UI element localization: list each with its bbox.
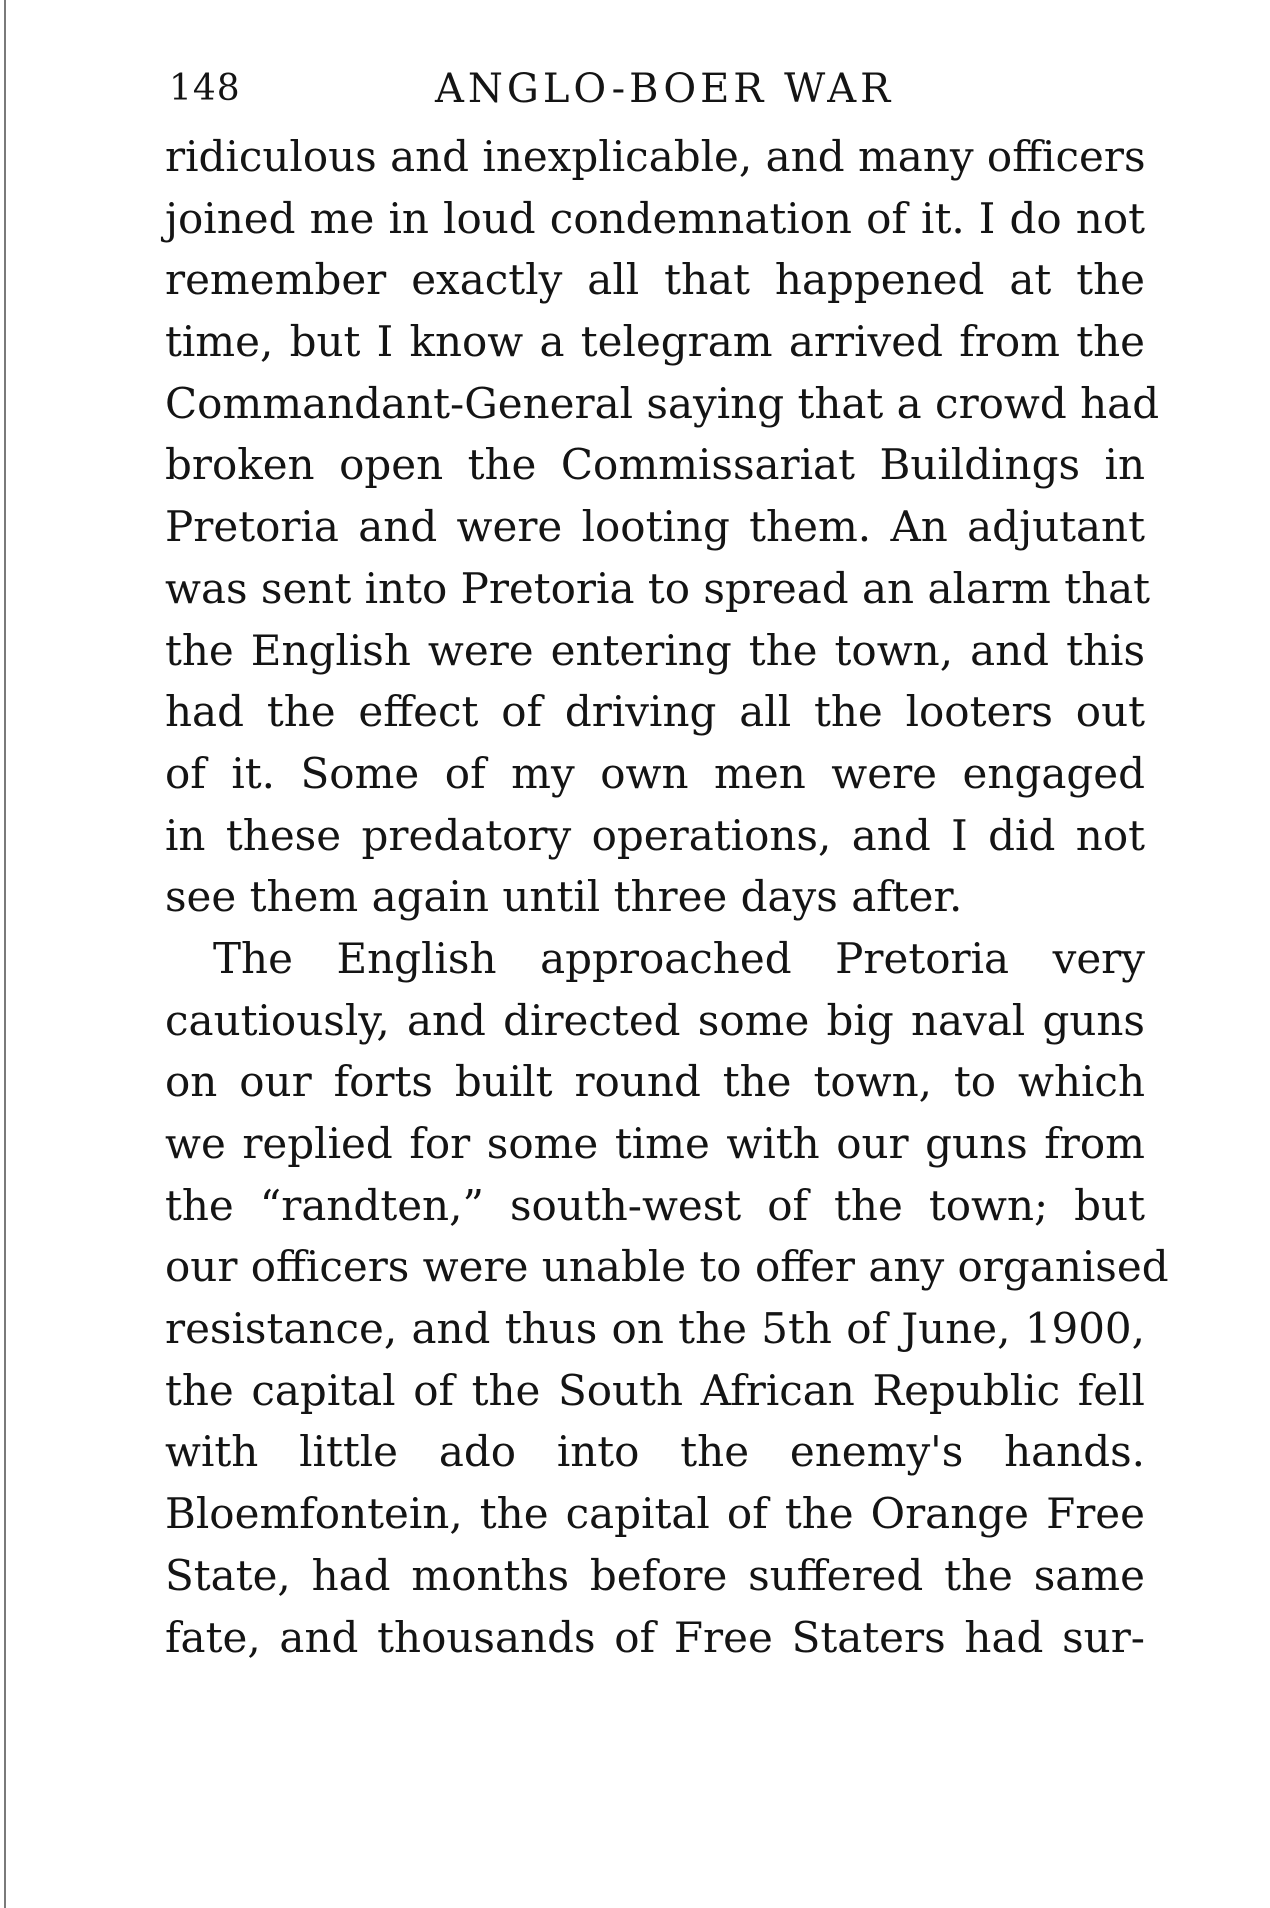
text-line: resistance, and thus on the 5th of June, 1900, xyxy=(165,1304,1145,1354)
text-line: in these predatory operations, and I did not xyxy=(165,810,1145,860)
text-line: remember exactly all that happened at the xyxy=(165,255,1145,305)
text-line: Commandant-General saying that a crowd had xyxy=(165,378,1160,428)
text-line: Bloemfontein, the capital of the Orange Free xyxy=(165,1489,1145,1539)
text-line: the “randten,” south-west of the town; but xyxy=(165,1180,1145,1230)
text-line: broken open the Commissariat Buildings in xyxy=(165,440,1145,490)
running-head xyxy=(165,60,1145,130)
body-text xyxy=(165,126,1169,1668)
book-page xyxy=(165,60,1169,1668)
text-line-paragraph-start: The English approached Pretoria very xyxy=(213,933,1145,983)
running-title: ANGLO-BOER WAR xyxy=(435,66,895,112)
text-line: fate, and thousands of Free Staters had sur- xyxy=(165,1612,1145,1662)
text-line-paragraph-end: see them again until three days after. xyxy=(165,872,963,922)
text-line: our officers were unable to offer any organised xyxy=(165,1242,1169,1292)
text-line: ridiculous and inexplicable, and many officers xyxy=(165,132,1146,181)
text-line: the English were entering the town, and this xyxy=(165,625,1145,675)
text-line: the capital of the South African Republic fell xyxy=(165,1365,1145,1415)
page-number: 148 xyxy=(169,68,241,109)
text-line: Pretoria and were looting them. An adjutant xyxy=(165,502,1145,552)
text-line: of it. Some of my own men were engaged xyxy=(165,748,1145,798)
text-line: on our forts built round the town, to which xyxy=(165,1057,1145,1107)
text-line: with little ado into the enemy's hands. xyxy=(165,1427,1145,1477)
page-gutter-edge xyxy=(4,0,6,1908)
text-line: cautiously, and directed some big naval guns xyxy=(165,995,1145,1045)
text-line: time, but I know a telegram arrived from the xyxy=(165,317,1145,367)
text-line: had the effect of driving all the looters out xyxy=(165,687,1145,737)
text-line: State, had months before suffered the same xyxy=(165,1550,1145,1600)
text-line: was sent into Pretoria to spread an alarm that xyxy=(165,563,1151,613)
text-line: joined me in loud condemnation of it. I do not xyxy=(165,193,1145,243)
text-line: we replied for some time with our guns from xyxy=(165,1119,1145,1168)
